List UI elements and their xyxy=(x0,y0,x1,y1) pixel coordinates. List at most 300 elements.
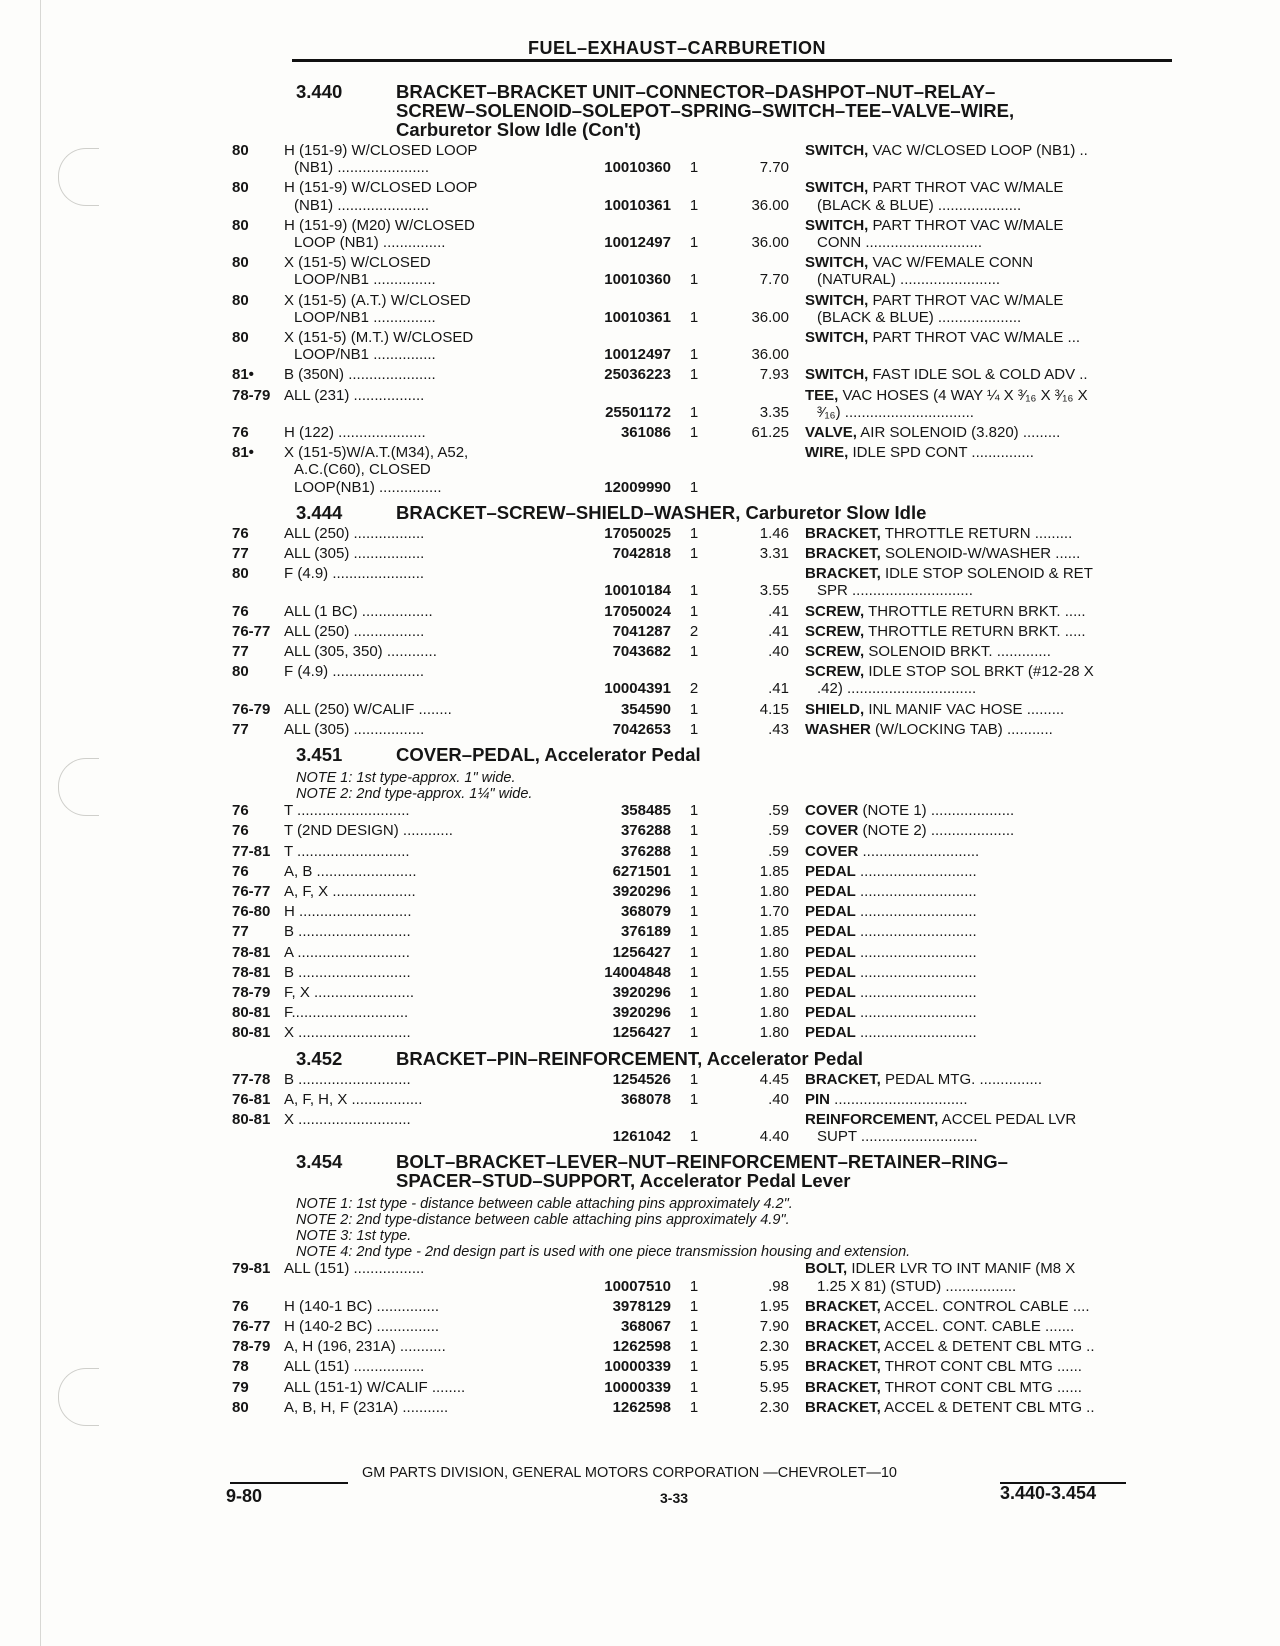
description-line xyxy=(805,366,1155,383)
application-line: ALL (151) ................. xyxy=(284,1260,425,1278)
part-number: 10007510 xyxy=(604,1277,671,1295)
footer-page-number: 3-33 xyxy=(660,1490,689,1506)
price: 1.80 xyxy=(759,1004,789,1022)
application-line: H (151-9) W/CLOSED LOOP xyxy=(284,142,478,159)
description-line xyxy=(805,822,1155,839)
quantity: 1 xyxy=(689,643,699,661)
model-year: 80 xyxy=(232,663,249,681)
description-text: IDLER LVR TO INT MANIF (M8 X xyxy=(847,1260,1076,1278)
description-text: ............................ xyxy=(855,983,977,1001)
description-text: (W/LOCKING TAB) ........... xyxy=(870,720,1053,738)
quantity: 1 xyxy=(689,1024,699,1042)
part-row xyxy=(232,623,1182,640)
part-name: BRACKET, xyxy=(805,1317,881,1335)
part-name: SWITCH, xyxy=(805,216,869,234)
model-year: 80-81 xyxy=(232,1110,271,1128)
description-text: THROTTLE RETURN BRKT. ..... xyxy=(864,602,1086,620)
part-description xyxy=(789,142,1155,176)
footer-rule-left xyxy=(230,1482,348,1484)
part-row xyxy=(232,1338,1182,1355)
part-name: SWITCH, xyxy=(805,329,869,347)
application xyxy=(284,1298,566,1315)
model-year: 78-79 xyxy=(232,386,271,404)
application xyxy=(284,603,566,620)
section-heading xyxy=(232,1049,1182,1068)
quantity: 1 xyxy=(689,1358,699,1376)
description-line xyxy=(805,802,1155,819)
price: .40 xyxy=(768,643,789,661)
description-text: INL MANIF VAC HOSE ......... xyxy=(864,700,1065,718)
price: 4.15 xyxy=(759,700,789,718)
model-year: 76 xyxy=(232,424,249,442)
part-name: SWITCH, xyxy=(805,142,869,159)
part-name: BRACKET, xyxy=(805,1070,881,1088)
footer-section-range: 3.440-3.454 xyxy=(1000,1483,1097,1503)
quantity: 1 xyxy=(689,720,699,738)
model-year: 77 xyxy=(232,643,249,661)
model-year: 80 xyxy=(232,142,249,159)
section-title-line: BOLT–BRACKET–LEVER–NUT–REINFORCEMENT–RETAINER–RING– xyxy=(396,1151,1008,1173)
application xyxy=(284,142,566,176)
quantity: 1 xyxy=(689,159,699,177)
part-name: COVER xyxy=(805,802,859,820)
part-row xyxy=(232,1004,1182,1021)
application xyxy=(284,1071,566,1088)
description-text: ............................ xyxy=(855,1004,977,1022)
price: 1.80 xyxy=(759,882,789,900)
application-line: ALL (305, 350) ............ xyxy=(284,643,437,661)
header-rule xyxy=(292,59,1172,62)
part-description xyxy=(789,217,1155,251)
quantity: 1 xyxy=(689,983,699,1001)
description-text: ............................ xyxy=(855,943,977,961)
quantity: 1 xyxy=(689,1090,699,1108)
description-text: ................................ xyxy=(830,1090,968,1108)
section-heading xyxy=(232,82,1182,139)
application-line: ALL (231) ................. xyxy=(284,386,425,404)
part-description xyxy=(789,366,1155,383)
section-title-line: BRACKET–BRACKET UNIT–CONNECTOR–DASHPOT–NUT–RELAY– xyxy=(396,81,996,102)
price: 3.31 xyxy=(759,545,789,563)
part-row xyxy=(232,663,1182,697)
description-line: (NATURAL) ........................ xyxy=(817,271,1001,289)
description-line xyxy=(805,525,1155,542)
model-year: 76-79 xyxy=(232,700,271,718)
price: 36.00 xyxy=(751,234,789,252)
model-year: 80-81 xyxy=(232,1024,271,1042)
application-line: X (151-5) (M.T.) W/CLOSED xyxy=(284,329,474,347)
part-description xyxy=(789,387,1155,421)
application-line: F, X ........................ xyxy=(284,983,415,1001)
application-line: (NB1) ...................... xyxy=(294,159,430,177)
part-number: 3920296 xyxy=(612,1004,671,1022)
part-row xyxy=(232,1071,1182,1088)
description-line xyxy=(805,883,1155,900)
application-line: ALL (151) ................. xyxy=(284,1358,425,1376)
description-line xyxy=(805,701,1155,718)
part-name: BRACKET, xyxy=(805,1358,881,1376)
quantity: 1 xyxy=(689,271,699,289)
application-line: F............................ xyxy=(284,1004,409,1022)
application-line: A, B, H, F (231A) ........... xyxy=(284,1398,449,1416)
price: 1.46 xyxy=(759,524,789,542)
description-line xyxy=(805,1379,1155,1396)
description-text: ACCEL & DETENT CBL MTG .. xyxy=(880,1338,1095,1356)
description-text: ACCEL. CONTROL CABLE .... xyxy=(880,1297,1090,1315)
description-line xyxy=(805,944,1155,961)
model-year: 76-77 xyxy=(232,1317,271,1335)
part-number: 10012497 xyxy=(604,234,671,252)
part-number: 7042818 xyxy=(612,545,671,563)
application-line: X ........................... xyxy=(284,1110,411,1128)
part-name: PEDAL xyxy=(805,963,856,981)
application xyxy=(284,179,566,213)
price: 36.00 xyxy=(751,308,789,326)
part-number: 10000339 xyxy=(604,1358,671,1376)
row-gap xyxy=(232,496,1182,499)
part-number: 354590 xyxy=(620,700,671,718)
description-line xyxy=(805,329,1155,346)
price: 3.35 xyxy=(759,403,789,421)
application-line: H (140-1 BC) ............... xyxy=(284,1297,440,1315)
quantity: 1 xyxy=(689,582,699,600)
description-line xyxy=(805,565,1155,582)
description-line xyxy=(805,603,1155,620)
description-text: PEDAL MTG. ............... xyxy=(880,1070,1042,1088)
description-text: VAC HOSES (4 WAY ¼ X ³⁄₁₆ X ³⁄₁₆ X xyxy=(838,386,1088,404)
part-row xyxy=(232,292,1182,326)
application-line: T ........................... xyxy=(284,802,410,820)
footer-date: 9-80 xyxy=(226,1486,263,1506)
part-description xyxy=(789,329,1155,363)
part-description xyxy=(789,843,1155,860)
part-number: 10004391 xyxy=(604,680,671,698)
part-description xyxy=(789,984,1155,1001)
description-text: SOLENOID-W/WASHER ...... xyxy=(880,545,1081,563)
description-line xyxy=(805,643,1155,660)
part-description xyxy=(789,802,1155,819)
part-row xyxy=(232,525,1182,542)
price: 1.80 xyxy=(759,1024,789,1042)
description-line: 1.25 X 81) (STUD) ................. xyxy=(817,1277,1017,1295)
model-year: 76 xyxy=(232,822,249,840)
part-name: SWITCH, xyxy=(805,179,869,197)
part-number: 3920296 xyxy=(612,882,671,900)
part-name: BRACKET, xyxy=(805,524,881,542)
price: 2.30 xyxy=(759,1338,789,1356)
part-number: 10012497 xyxy=(604,346,671,364)
section-title xyxy=(396,82,1116,139)
application xyxy=(284,545,566,562)
application xyxy=(284,1260,566,1294)
price: .59 xyxy=(768,822,789,840)
part-description xyxy=(789,1091,1155,1108)
application xyxy=(284,984,566,1001)
model-year: 79 xyxy=(232,1378,249,1396)
part-number: 1262598 xyxy=(612,1338,671,1356)
quantity: 1 xyxy=(689,1338,699,1356)
part-description xyxy=(789,964,1155,981)
part-number: 1256427 xyxy=(612,943,671,961)
section-heading xyxy=(232,503,1182,522)
model-year: 78-79 xyxy=(232,983,271,1001)
application-line: B (350N) ..................... xyxy=(284,366,436,384)
description-text: FAST IDLE SOL & COLD ADV .. xyxy=(868,366,1088,384)
section-subtitle: Carburetor Slow Idle (Con't) xyxy=(396,119,641,140)
description-text: ACCEL PEDAL LVR xyxy=(938,1110,1077,1128)
margin-line xyxy=(40,0,41,1646)
quantity: 1 xyxy=(689,478,699,496)
quantity: 1 xyxy=(689,1398,699,1416)
note-line: NOTE 4: 2nd type - 2nd design part is used with one piece transmission housing and extension. xyxy=(296,1244,911,1261)
application xyxy=(284,643,566,660)
description-line xyxy=(805,1260,1155,1277)
price: 4.45 xyxy=(759,1070,789,1088)
description-text: THROTTLE RETURN BRKT. ..... xyxy=(864,622,1086,640)
application-line: B ........................... xyxy=(284,923,411,941)
part-description xyxy=(789,883,1155,900)
model-year: 76 xyxy=(232,862,249,880)
part-description xyxy=(789,923,1155,940)
application xyxy=(284,366,566,383)
description-text: ............................ xyxy=(855,903,977,921)
part-description xyxy=(789,822,1155,839)
price: 1.70 xyxy=(759,903,789,921)
description-text: ............................ xyxy=(855,1024,977,1042)
price: .41 xyxy=(768,622,789,640)
price: .40 xyxy=(768,1090,789,1108)
quantity: 1 xyxy=(689,308,699,326)
section-number: 3.454 xyxy=(296,1151,343,1173)
application xyxy=(284,663,566,697)
application-line: ALL (305) ................. xyxy=(284,545,425,563)
part-name: PEDAL xyxy=(805,882,856,900)
section-title-line: BRACKET–SCREW–SHIELD–WASHER, Carburetor Slow Idle xyxy=(396,501,927,523)
application xyxy=(284,217,566,251)
price: .41 xyxy=(768,680,789,698)
description-line xyxy=(805,663,1155,680)
model-year: 77-81 xyxy=(232,842,271,860)
part-description xyxy=(789,424,1155,441)
quantity: 1 xyxy=(689,366,699,384)
quantity: 1 xyxy=(689,923,699,941)
section-title xyxy=(396,1152,1116,1190)
part-description xyxy=(789,1318,1155,1335)
part-number: 7041287 xyxy=(612,622,671,640)
part-number: 7042653 xyxy=(612,720,671,738)
application xyxy=(284,843,566,860)
part-row xyxy=(232,701,1182,718)
model-year: 76-77 xyxy=(232,882,271,900)
part-description xyxy=(789,1071,1155,1088)
description-text: ............................ xyxy=(855,963,977,981)
part-name: PEDAL xyxy=(805,903,856,921)
application-line: B ........................... xyxy=(284,1070,411,1088)
quantity: 1 xyxy=(689,963,699,981)
row-gap xyxy=(232,1145,1182,1148)
page-header-title: FUEL–EXHAUST–CARBURETION xyxy=(528,38,827,58)
part-number: 368079 xyxy=(620,903,671,921)
part-name: BRACKET, xyxy=(805,1398,881,1416)
model-year: 80 xyxy=(232,216,249,234)
part-number: 10010360 xyxy=(604,271,671,289)
part-number: 10010361 xyxy=(604,196,671,214)
part-row xyxy=(232,1379,1182,1396)
part-row xyxy=(232,903,1182,920)
quantity: 2 xyxy=(689,622,699,640)
part-number: 376288 xyxy=(620,822,671,840)
part-description xyxy=(789,1260,1155,1294)
price: 7.70 xyxy=(759,159,789,177)
quantity: 1 xyxy=(689,424,699,442)
part-description xyxy=(789,1024,1155,1041)
price: 5.95 xyxy=(759,1358,789,1376)
part-row xyxy=(232,822,1182,839)
part-number: 3920296 xyxy=(612,983,671,1001)
part-row xyxy=(232,217,1182,251)
note-line: NOTE 1: 1st type - distance between cable attaching pins approximately 4.2". xyxy=(296,1196,793,1213)
part-row xyxy=(232,984,1182,1001)
row-gap xyxy=(232,738,1182,741)
quantity: 1 xyxy=(689,1277,699,1295)
price: 1.80 xyxy=(759,983,789,1001)
part-description xyxy=(789,1379,1155,1396)
application-line: H ........................... xyxy=(284,903,412,921)
part-name: BRACKET, xyxy=(805,565,881,583)
application xyxy=(284,923,566,940)
description-line: .42) ............................... xyxy=(817,680,977,698)
application-line: ALL (250) W/CALIF ........ xyxy=(284,700,452,718)
price: 7.93 xyxy=(759,366,789,384)
price: 7.90 xyxy=(759,1317,789,1335)
section-number: 3.440 xyxy=(296,81,343,102)
quantity: 1 xyxy=(689,903,699,921)
description-line xyxy=(805,984,1155,1001)
part-row xyxy=(232,366,1182,383)
description-text: ACCEL. CONT. CABLE ....... xyxy=(880,1317,1075,1335)
part-name: TEE, xyxy=(805,386,839,404)
description-text: PART THROT VAC W/MALE xyxy=(868,291,1064,309)
note-line: NOTE 2: 2nd type-approx. 1¼" wide. xyxy=(296,786,533,803)
part-row xyxy=(232,643,1182,660)
quantity: 1 xyxy=(689,1004,699,1022)
part-number: 10010360 xyxy=(604,159,671,177)
part-row xyxy=(232,843,1182,860)
quantity: 1 xyxy=(689,196,699,214)
price: .43 xyxy=(768,720,789,738)
quantity: 1 xyxy=(689,1297,699,1315)
part-description xyxy=(789,254,1155,288)
description-text: (NOTE 1) .................... xyxy=(858,802,1015,820)
price: 3.55 xyxy=(759,582,789,600)
part-number: 7043682 xyxy=(612,643,671,661)
application xyxy=(284,254,566,288)
application xyxy=(284,1358,566,1375)
part-name: PEDAL xyxy=(805,862,856,880)
price: 1.55 xyxy=(759,963,789,981)
part-name: BRACKET, xyxy=(805,1378,881,1396)
part-description xyxy=(789,643,1155,660)
catalog-content xyxy=(232,78,1182,1419)
application-line: ALL (250) ................. xyxy=(284,524,425,542)
part-row xyxy=(232,424,1182,441)
part-number: 10010361 xyxy=(604,308,671,326)
part-number: 10010184 xyxy=(604,582,671,600)
part-description xyxy=(789,1358,1155,1375)
price: 1.85 xyxy=(759,862,789,880)
description-text: ............................ xyxy=(855,862,977,880)
description-line xyxy=(805,254,1155,271)
model-year: 76-77 xyxy=(232,622,271,640)
part-name: COVER xyxy=(805,842,859,860)
application-line: B ........................... xyxy=(284,963,411,981)
model-year: 77 xyxy=(232,720,249,738)
description-line xyxy=(805,1004,1155,1021)
section-title-line: SCREW–SOLENOID–SOLEPOT–SPRING–SWITCH–TEE–VALVE–WIRE, xyxy=(396,100,1015,121)
application xyxy=(284,964,566,981)
section-heading xyxy=(232,745,1182,764)
part-row xyxy=(232,603,1182,620)
price: 61.25 xyxy=(751,424,789,442)
model-year: 81• xyxy=(232,444,254,462)
part-number: 376189 xyxy=(620,923,671,941)
description-text: PART THROT VAC W/MALE xyxy=(868,216,1064,234)
quantity: 1 xyxy=(689,524,699,542)
description-line: (BLACK & BLUE) .................... xyxy=(817,308,1022,326)
description-text: ............................ xyxy=(855,923,977,941)
description-line: (BLACK & BLUE) .................... xyxy=(817,196,1022,214)
part-description xyxy=(789,623,1155,640)
application-line: LOOP(NB1) ............... xyxy=(294,478,442,496)
description-line xyxy=(805,903,1155,920)
application-line: LOOP/NB1 ............... xyxy=(294,308,436,326)
application-line: ALL (151-1) W/CALIF ........ xyxy=(284,1378,466,1396)
description-text: SOLENOID BRKT. ............. xyxy=(864,643,1051,661)
model-year: 76 xyxy=(232,1297,249,1315)
part-description xyxy=(789,179,1155,213)
quantity: 1 xyxy=(689,882,699,900)
part-number: 10000339 xyxy=(604,1378,671,1396)
section-title-line: COVER–PEDAL, Accelerator Pedal xyxy=(396,744,701,766)
row-gap xyxy=(232,1416,1182,1419)
section-title xyxy=(396,503,1116,522)
model-year: 79-81 xyxy=(232,1260,271,1278)
price: .59 xyxy=(768,802,789,820)
application xyxy=(284,822,566,839)
part-description xyxy=(789,1004,1155,1021)
part-row xyxy=(232,1318,1182,1335)
part-number: 25036223 xyxy=(604,366,671,384)
description-text: IDLE STOP SOL BRKT (#12-28 X xyxy=(864,663,1094,681)
description-line xyxy=(805,545,1155,562)
description-line xyxy=(805,964,1155,981)
quantity: 1 xyxy=(689,1378,699,1396)
part-name: SCREW, xyxy=(805,643,865,661)
model-year: 78 xyxy=(232,1358,249,1376)
part-description xyxy=(789,1298,1155,1315)
part-row xyxy=(232,1358,1182,1375)
application xyxy=(284,623,566,640)
application-line: LOOP (NB1) ............... xyxy=(294,234,446,252)
description-line xyxy=(805,1399,1155,1416)
quantity: 1 xyxy=(689,346,699,364)
model-year: 80 xyxy=(232,179,249,197)
application-line: H (151-9) (M20) W/CLOSED xyxy=(284,216,475,234)
quantity: 1 xyxy=(689,842,699,860)
part-name: WASHER xyxy=(805,720,871,738)
model-year: 80 xyxy=(232,291,249,309)
quantity: 1 xyxy=(689,1070,699,1088)
